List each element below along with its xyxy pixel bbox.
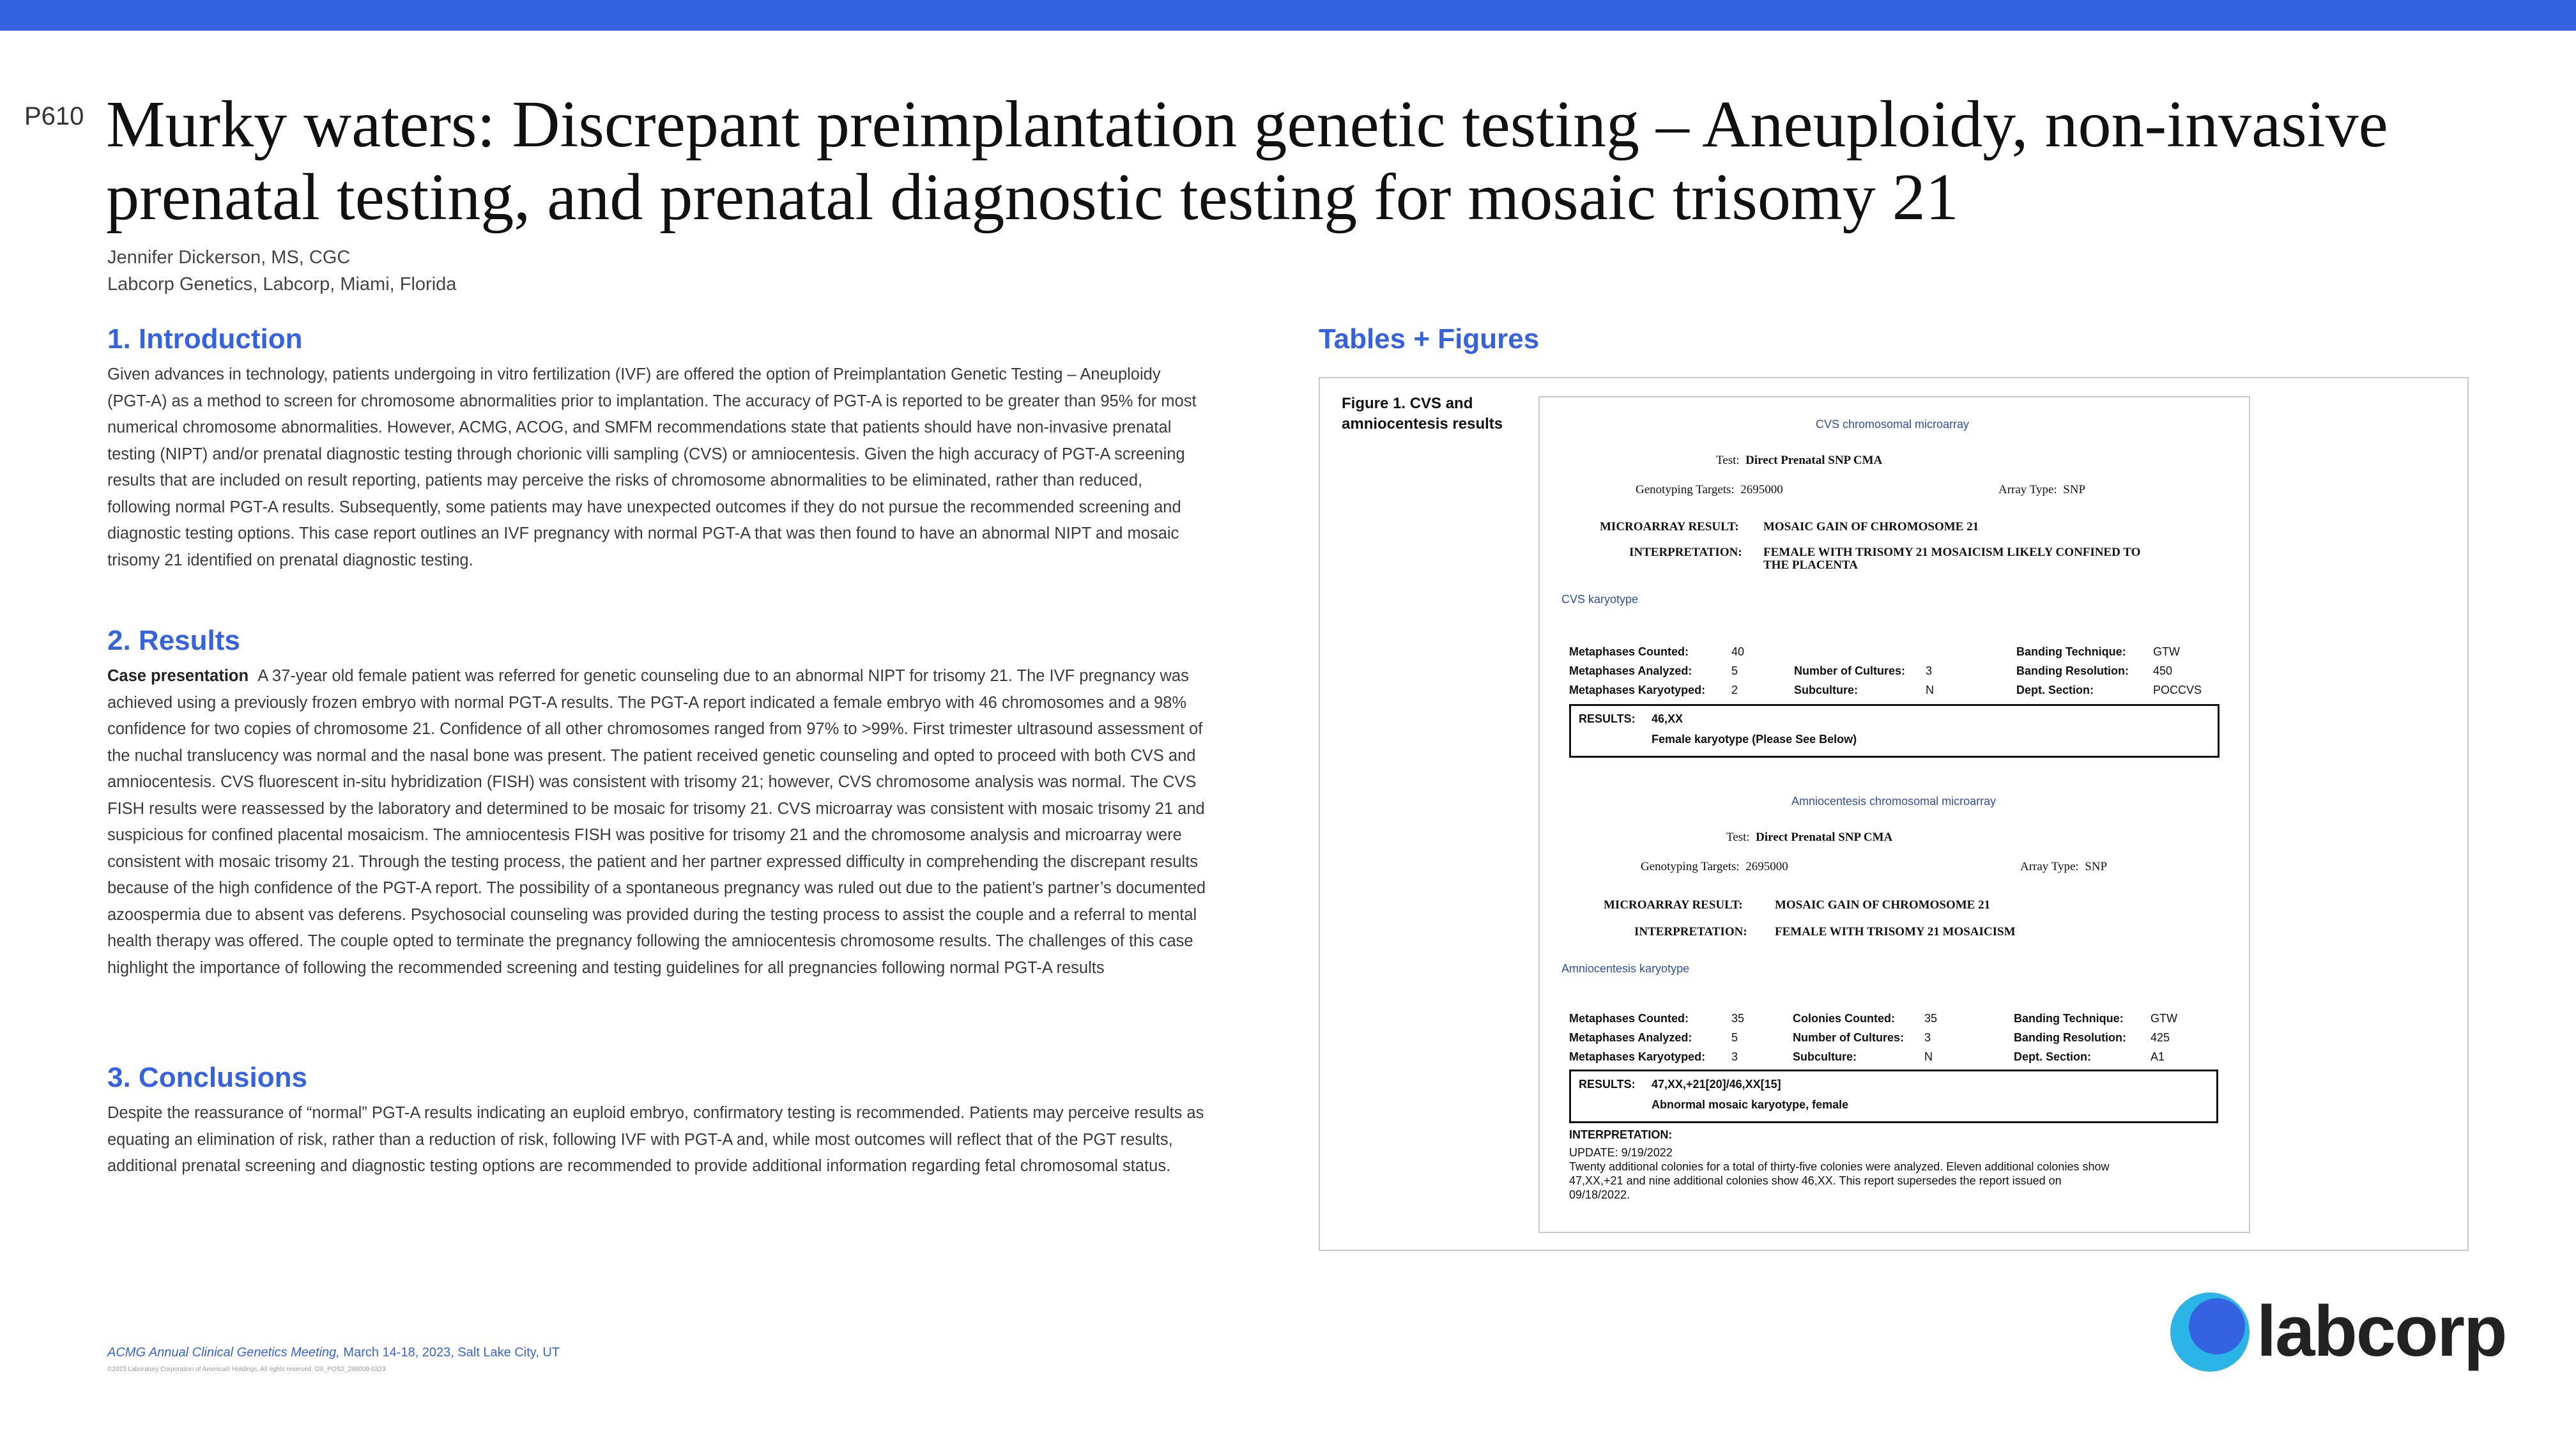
amnio-results-note: Abnormal mosaic karyotype, female [1652,1098,1849,1111]
results-text [107,663,1206,981]
cvs-interpretation-label: INTERPRETATION: [1629,546,1742,559]
cvs-banding-res-label: Banding Resolution: [2016,664,2129,677]
introduction-heading: 1. Introduction [107,323,303,355]
amnio-results-label: RESULTS: [1579,1078,1636,1091]
report-image [1538,396,2250,1233]
amnio-cultures-label: Number of Cultures: [1793,1031,1905,1044]
introduction-text: Given advances in technology, patients undergoing in vitro fertilization (IVF) are offered the option of Preimplantation Genetic Testing – Aneuploidy (PGT-A) as a method to screen for chromosome abnormalities prior to implantation. The accuracy of PGT-A is reported to be greater than 95% for most numerical chromosome abnormalities. However, ACMG, ACOG, and SMFM recommendations state that patients should have non-invasive prenatal testing (NIPT) and/or prenatal diagnostic testing through chorionic villi sampling (CVS) or amniocentesis. Given the high accuracy of PGT-A screening results that are included on result reporting, patients may perceive the risks of chromosome abnormalities to be eliminated, rather than reduced, following normal PGT-A results. Subsequently, some patients may have unexpected outcomes if they do not pursue the recommended screening and diagnostic testing options. This case report outlines an IVF pregnancy with normal PGT-A that was then found to have an abnormal NIPT and mosaic trisomy 21 identified on prenatal diagnostic testing. [107,365,1197,569]
author-affiliation: Labcorp Genetics, Labcorp, Miami, Florida [107,274,457,295]
amnio-met-counted: 35 [1731,1012,1745,1025]
cvs-results-box [1569,704,2220,758]
top-accent-bar [0,0,2576,31]
amnio-genotyping: Genotyping Targets: 2695000 [1641,860,1788,873]
cvs-results-note: Female karyotype (Please See Below) [1652,733,1857,746]
results-heading: 2. Results [107,625,240,656]
cvs-microarray-result-label: MICROARRAY RESULT: [1600,520,1739,533]
amnio-interpretation-label: INTERPRETATION: [1634,925,1747,939]
amnio-update-text-2: 47,XX,+21 and nine additional colonies show 46,XX. This report supersedes the report issued on [1569,1174,2062,1187]
cvs-met-karyo-label: Metaphases Karyotyped: [1569,684,1706,696]
amnio-test-line: Test: Direct Prenatal SNP CMA [1726,831,1893,844]
cvs-interpretation-value-1: FEMALE WITH TRISOMY 21 MOSAICISM LIKELY CONFINED TO [1763,546,2141,559]
cvs-cultures-label: Number of Cultures: [1794,664,1906,677]
poster-number: P610 [24,102,84,130]
conclusions-text: Despite the reassurance of “normal” PGT-A results indicating an euploid embryo, confirmatory testing is recommended. Patients may perceive results as equating an elimination of risk, rather than a reduction of risk, following IVF with PGT-A and, while most outcomes will reflect that of the PGT results, additional prenatal screening and diagnostic testing options are recommended to provide additional information regarding fetal chromosomal status. [107,1104,1204,1175]
amnio-banding-tech-label: Banding Technique: [2014,1012,2124,1025]
cvs-interpretation-value-2: THE PLACENTA [1763,558,1858,572]
amnio-interpretation-heading: INTERPRETATION: [1569,1128,1673,1141]
figure-caption: Figure 1. CVS and amniocentesis results [1342,395,1503,433]
amnio-banding-tech: GTW [2150,1012,2177,1025]
amnio-banding-res-label: Banding Resolution: [2014,1031,2126,1044]
cvs-array-type: Array Type: SNP [1998,483,2086,496]
amnio-banding-res: 425 [2150,1031,2170,1044]
cvs-cultures: 3 [1926,664,1933,677]
amnio-colonies-label: Colonies Counted: [1793,1012,1895,1025]
cvs-met-counted: 40 [1731,645,1745,658]
cvs-met-analyzed: 5 [1731,664,1738,677]
amnio-microarray-result-value: MOSAIC GAIN OF CHROMOSOME 21 [1775,898,1991,912]
amnio-met-analyzed: 5 [1731,1031,1738,1044]
poster-title: Murky waters: Discrepant preimplantation genetic testing – Aneuploidy, non-invasive prenatal testing, and prenatal diagnostic testing for mosaic trisomy 21 [106,88,2388,234]
cvs-subculture-label: Subculture: [1794,684,1859,696]
amnio-microarray-label: Amniocentesis chromosomal microarray [1791,795,1997,808]
meeting-name: ACMG Annual Clinical Genetics Meeting, [107,1346,340,1360]
amnio-met-karyo-label: Metaphases Karyotyped: [1569,1050,1706,1063]
conclusions-heading: 3. Conclusions [107,1062,307,1093]
amnio-array-type: Array Type: SNP [2020,860,2108,873]
case-presentation-label: Case presentation [107,667,249,685]
copyright-notice: ©2023 Laboratory Corporation of America® Holdings. All rights reserved. DX_POS2_288009-0323 [107,1366,386,1373]
author-block [107,244,456,298]
cvs-results-label: RESULTS: [1579,712,1636,725]
cvs-banding-tech: GTW [2153,645,2180,658]
cvs-met-counted-label: Metaphases Counted: [1569,645,1689,658]
cvs-dept: POCCVS [2153,684,2202,696]
figures-heading: Tables + Figures [1319,323,1540,355]
cvs-microarray-result-value: MOSAIC GAIN OF CHROMOSOME 21 [1763,520,1979,533]
cvs-genotyping: Genotyping Targets: 2695000 [1636,483,1783,496]
cvs-met-analyzed-label: Metaphases Analyzed: [1569,664,1692,677]
amnio-update-line: UPDATE: 9/19/2022 [1569,1146,1673,1159]
cvs-dept-label: Dept. Section: [2016,684,2094,696]
labcorp-logo [2168,1291,2506,1374]
cvs-microarray-label: CVS chromosomal microarray [1816,418,1970,431]
cvs-results-value: 46,XX [1652,712,1683,725]
amnio-dept: A1 [2150,1050,2165,1063]
amnio-update-text-1: Twenty additional colonies for a total of thirty-five colonies were analyzed. Eleven additional colonies show [1569,1160,2110,1173]
cvs-met-karyo: 2 [1731,684,1738,696]
results-body: A 37-year old female patient was referred for genetic counseling due to an abnormal NIPT for trisomy 21. The IVF pregnancy was achieved using a previously frozen embryo with normal PGT-A results. The PGT-A report indicated a female embryo with 46 chromosomes and a 98% confidence for two copies of chromosome 21. Confidence of all other chromosomes ranged from 97% to >99%. First trimester ultrasound assessment of the nuchal translucency was normal and the nasal bone was present. The patient received genetic counseling and opted to proceed with both CVS and amniocentesis. CVS fluorescent in-situ hybridization (FISH) was consistent with trisomy 21; however, CVS chromosome analysis was normal. The CVS FISH results were reassessed by the laboratory and determined to be mosaic for trisomy 21. CVS microarray was consistent with mosaic trisomy 21 and suspicious for confined placental mosaicism. The amniocentesis FISH was positive for trisomy 21 and the chromosome analysis and microarray were consistent with mosaic trisomy 21. Through the testing process, the patient and her partner expressed difficulty in comprehending the discrepant results because of the high confidence of the PGT-A report. The possibility of a spontaneous pregnancy was ruled out due to the patient’s partner’s documented azoospermia due to absent vas deferens. Psychosocial counseling was provided during the testing process to assist the couple and a referral to mental health therapy was offered. The couple opted to terminate the pregnancy following the amniocentesis chromosome results. The challenges of this case highlight the importance of following the recommended screening and testing guidelines for all pregnancies following normal PGT-A results [107,667,1206,977]
amnio-dept-label: Dept. Section: [2014,1050,2092,1063]
author-name: Jennifer Dickerson, MS, CGC [107,247,351,268]
labcorp-logo-text: labcorp [2257,1291,2506,1371]
amnio-subculture-label: Subculture: [1793,1050,1857,1063]
meeting-details: March 14-18, 2023, Salt Lake City, UT [339,1346,560,1360]
amnio-met-karyo: 3 [1731,1050,1738,1063]
amnio-results-box [1569,1070,2218,1123]
amnio-colonies: 35 [1924,1012,1938,1025]
amnio-interpretation-value: FEMALE WITH TRISOMY 21 MOSAICISM [1775,925,2016,939]
cvs-test-line: Test: Direct Prenatal SNP CMA [1716,454,1883,467]
cvs-subculture: N [1926,684,1934,696]
amnio-cultures: 3 [1924,1031,1931,1044]
amnio-subculture: N [1924,1050,1933,1063]
amnio-met-counted-label: Metaphases Counted: [1569,1012,1689,1025]
amnio-microarray-result-label: MICROARRAY RESULT: [1604,898,1743,912]
amnio-results-value: 47,XX,+21[20]/46,XX[15] [1652,1078,1781,1091]
labcorp-logo-icon [2168,1291,2251,1374]
cvs-karyotype-label: CVS karyotype [1561,593,1639,606]
cvs-banding-tech-label: Banding Technique: [2016,645,2126,658]
meeting-citation [107,1346,560,1360]
amnio-met-analyzed-label: Metaphases Analyzed: [1569,1031,1692,1044]
amnio-karyotype-label: Amniocentesis karyotype [1561,962,1690,975]
cvs-banding-res: 450 [2153,664,2173,677]
amnio-update-text-3: 09/18/2022. [1569,1188,1630,1201]
